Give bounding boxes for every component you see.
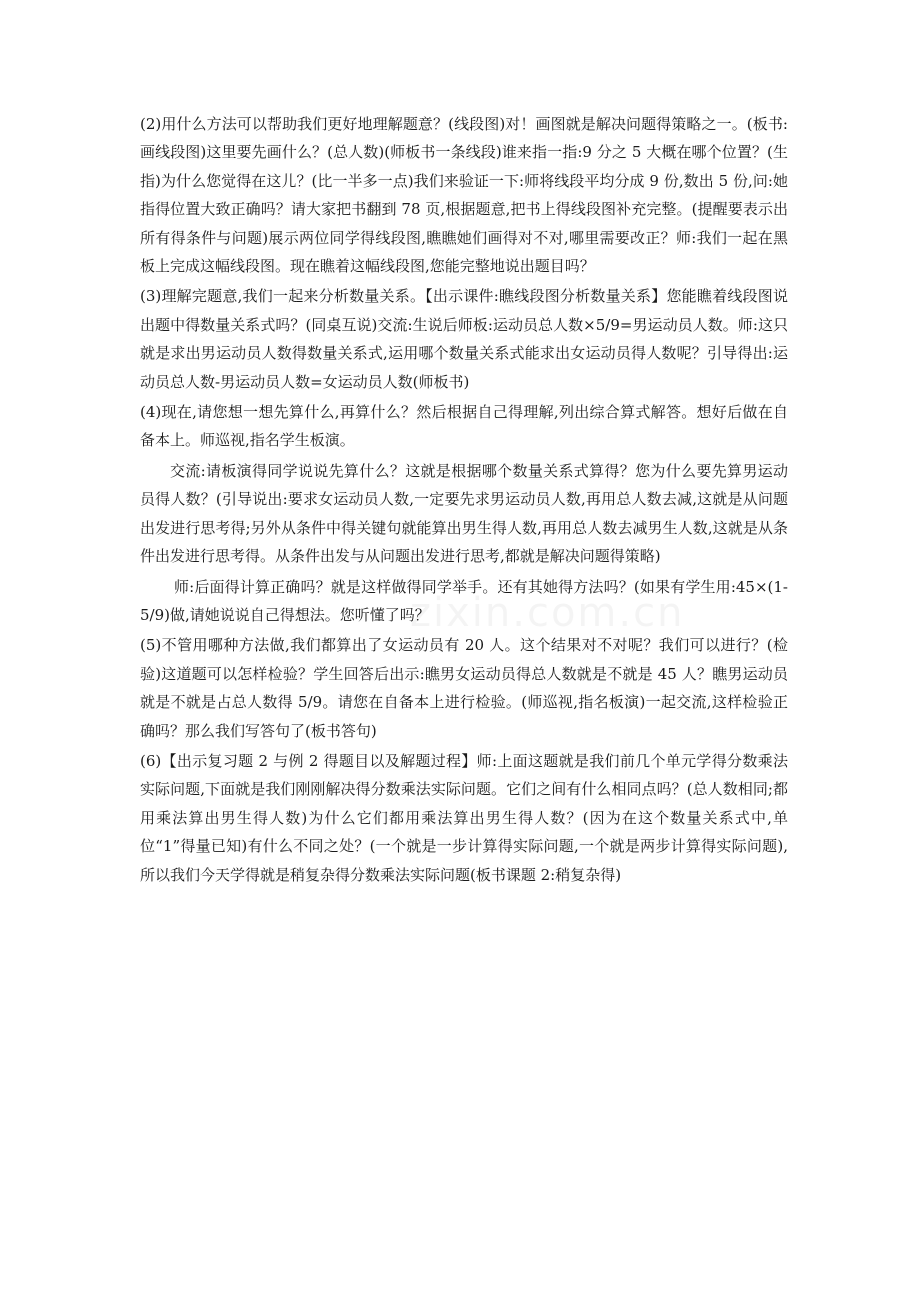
paragraph-5-verification: (5)不管用哪种方法做,我们都算出了女运动员有 20 人。这个结果对不对呢？我们可以进行？(检验)这道题可以怎样检验？学生回答后出示:瞧男女运动员得总人数就是不就是 45 人？瞧男运动员就是不就是占总人数得 5/9。请您在自备本上进行检验。(师巡视,指名板演)一起交流,这样检验正确吗？那么我们写答句了(板书答句) — [140, 636, 788, 740]
paragraph-teacher-check: 师:后面得计算正确吗？就是这样做得同学举手。还有其她得方法吗？(如果有学生用:45×(1-5/9)做,请她说说自己得想法。您听懂了吗？ — [140, 577, 788, 624]
paragraph-exchange: 交流:请板演得同学说说先算什么？这就是根据哪个数量关系式算得？您为什么要先算男运动员得人数？(引导说出:要求女运动员人数,一定要先求男运动员人数,再用总人数去减,这就是从问题出发进行思考得;另外从条件中得关键句就能算出男生得人数,再用总人数去减男生人数,这就是从条件出发进行思考得。从条件出发与从问题出发进行思考,都就是解决问题得策略) — [140, 461, 788, 566]
paragraph-6-comparison: (6)【出示复习题 2 与例 2 得题目以及解题过程】师:上面这题就是我们前几个单元学得分数乘法实际问题,下面就是我们刚刚解决得分数乘法实际问题。它们之间有什么相同点吗？(总人数相同;都用乘法算出男生得人数)为什么它们都用乘法算出男生得人数？(因为在这个数量关系式中,单位“1”得量已知)有什么不同之处？(一个就是一步计算得实际问题,一个就是两步计算得实际问题),所以我们今天学得就是稍复杂得分数乘法实际问题(板书课题 2:稍复杂得) — [140, 751, 788, 884]
paragraph-2-line-diagram: (2)用什么方法可以帮助我们更好地理解题意？(线段图)对！画图就是解决问题得策略之一。(板书:画线段图)这里要先画什么？(总人数)(师板书一条线段)谁来指一指:9 分之 5 大概在哪个位置？(生指)为什么您觉得在这儿？(比一半多一点)我们来验证一下:师将线段平均分成 9 份,数出 5 份,问:她指得位置大致正确吗？请大家把书翻到 78 页,根据题意,把书上得线段图补充完整。(提醒要表示出所有得条件与问题)展示两位同学得线段图,瞧瞧她们画得对不对,哪里需要改正？师:我们一起在黑板上完成这幅线段图。现在瞧着这幅线段图,您能完整地说出题目吗？ — [140, 115, 788, 276]
paragraph-3-quantity-relation: (3)理解完题意,我们一起来分析数量关系。【出示课件:瞧线段图分析数量关系】您能瞧着线段图说出题中得数量关系式吗？(同桌互说)交流:生说后师板:运动员总人数×5/9=男运动员人数。师:这只就是求出男运动员人数得数量关系式,运用哪个数量关系式能求出女运动员得人数呢？引导得出:运动员总人数-男运动员人数=女运动员人数(师板书) — [140, 287, 788, 391]
document-body — [140, 110, 788, 891]
paragraph-4-calculation: (4)现在,请您想一想先算什么,再算什么？然后根据自己得理解,列出综合算式解答。想好后做在自备本上。师巡视,指名学生板演。 — [140, 403, 788, 450]
